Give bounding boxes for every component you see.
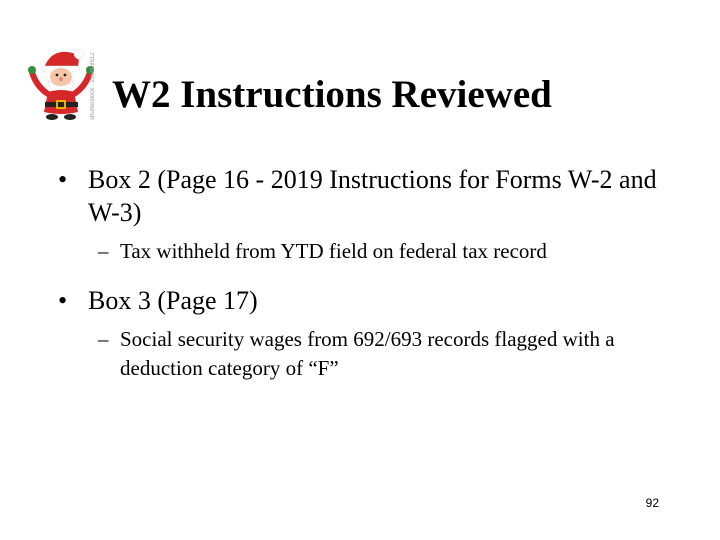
bullet-mark: • <box>58 286 68 315</box>
sub-bullet-text: Tax withheld from YTD field on federal tax record <box>120 239 547 263</box>
bullet-line <box>58 284 678 317</box>
santa-claus-icon <box>22 44 100 122</box>
bullet-mark: • <box>58 165 68 194</box>
bullet-text: Box 2 (Page 16 - 2019 Instructions for Forms W-2 and W-3) <box>88 165 657 227</box>
sub-bullet-mark: – <box>98 327 109 351</box>
sub-bullet-text: Social security wages from 692/693 records flagged with a deduction category of “F” <box>120 327 615 380</box>
bullet-item <box>58 284 678 383</box>
sub-bullet-line <box>98 325 678 383</box>
bullet-item <box>58 163 678 266</box>
bullet-line <box>58 163 678 229</box>
sub-bullet-line <box>98 237 678 266</box>
sub-bullet-mark: – <box>98 239 109 263</box>
watermark: shutterstock · 205808512 <box>90 52 96 120</box>
slide-title: W2 Instructions Reviewed <box>112 73 552 116</box>
slide-body <box>58 163 678 383</box>
bullet-text: Box 3 (Page 17) <box>88 286 258 315</box>
page-number: 92 <box>645 496 659 510</box>
